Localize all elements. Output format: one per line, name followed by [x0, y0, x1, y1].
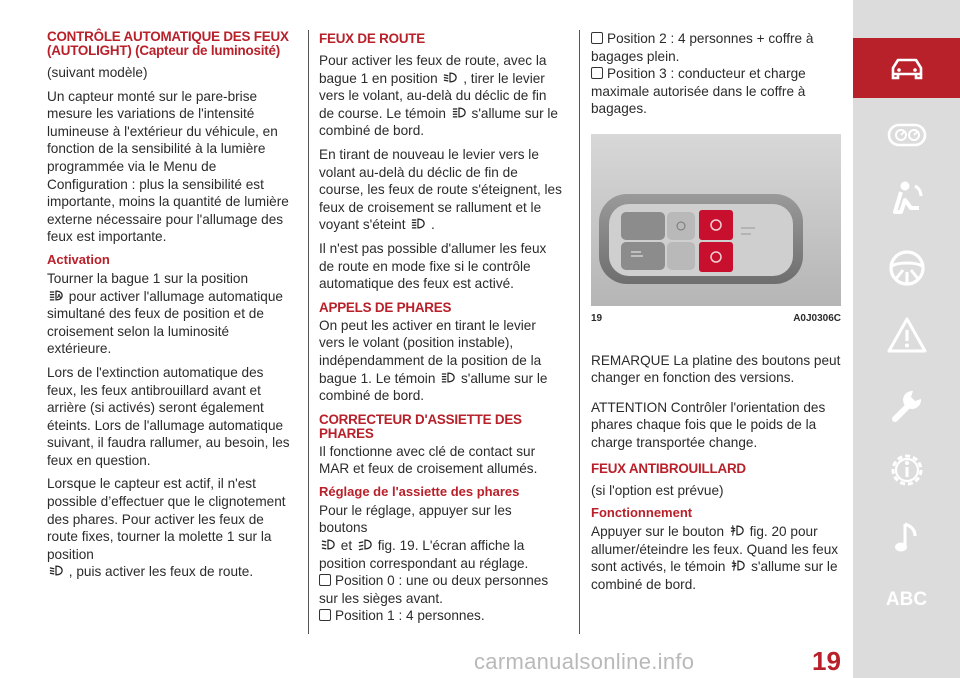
sidebar-item-instruments[interactable]	[853, 105, 960, 165]
note-attention: ATTENTION Contrôler l'orientation des phares chaque fois que le poids de la charge transportée change.	[591, 399, 826, 450]
list-item: Position 2 : 4 personnes + coffre à bagages plein.	[591, 31, 814, 64]
paragraph: (suivant modèle)	[47, 65, 148, 80]
sidebar-item-safety[interactable]	[853, 170, 960, 230]
column-left	[47, 30, 291, 587]
sidebar-item-driving[interactable]	[853, 238, 960, 298]
svg-text:A: A	[57, 293, 62, 300]
column-divider	[308, 30, 309, 634]
watermark: carmanualsonline.info	[474, 649, 695, 674]
low-beam-icon	[443, 71, 457, 84]
paragraph: On peut les activer en tirant le levier vers le volant (position instable), indépendamment de la position de la bague 1. Le témoin s'allume sur le combiné de bord.	[319, 317, 548, 404]
section-title-autolight: CONTRÔLE AUTOMATIQUE DES FEUX (AUTOLIGHT) (Capteur de luminosité)	[47, 29, 289, 58]
list-item: Position 0 : une ou deux personnes sur les sièges avant.	[319, 573, 549, 606]
sidebar-item-index[interactable]	[853, 570, 960, 630]
paragraph: En tirant de nouveau le levier vers le volant au-delà du déclic de fin de course, les feux de route s'éteignent, les feux de croisement se rallument et le voyant s'éteint .	[319, 146, 562, 233]
high-beam-icon	[452, 106, 466, 119]
high-beam-icon	[411, 217, 425, 230]
figure-button-panel-photo	[591, 134, 841, 306]
subheading-fonctionnement: Fonctionnement	[591, 505, 693, 521]
button-panel-illustration	[591, 134, 841, 306]
heading-feux-de-route: FEUX DE ROUTE	[319, 31, 426, 46]
sidebar-item-maintenance[interactable]	[853, 375, 960, 435]
checkbox-bullet-icon	[591, 67, 603, 79]
checkbox-bullet-icon	[319, 574, 331, 586]
column-divider	[579, 30, 580, 634]
paragraph: Lorsque le capteur est actif, il n'est possible d’effectuer que le clignotement des phares. Pour activer les feux de route fixes, tourner la molette 1 sur la position , puis activer les feux de route.	[47, 476, 286, 580]
paragraph: Un capteur monté sur le pare-brise mesure les variations de l'intensité lumineuse à l'extérieur du véhicule, en fonction de la sensibilité à la lumière programmée via le Menu de Configuration : plus la sensibilité est importante, moins la quantité de lumière externe nécessaire pour l'allumage des feux est importante.	[47, 88, 289, 245]
gear-info-icon	[885, 448, 929, 492]
paragraph: Pour le réglage, appuyer sur les boutons et fig. 19. L'écran affiche la position correspondant au réglage.	[319, 502, 529, 571]
car-icon	[885, 46, 929, 90]
paragraph: Il n'est pas possible d'allumer les feux de route en mode fixe si le contrôle automatique des feux est activé.	[319, 240, 547, 292]
page-number: 19	[812, 646, 841, 676]
fog-light-icon	[731, 559, 745, 572]
subheading-reglage: Réglage de l'assiette des phares	[319, 483, 520, 499]
seat-airbag-icon	[885, 178, 929, 222]
wrench-icon	[885, 383, 929, 427]
steering-wheel-icon	[885, 246, 929, 290]
heading-feux-antibrouillard: FEUX ANTIBROUILLARD	[591, 460, 746, 476]
paragraph: (si l'option est prévue)	[591, 482, 724, 498]
dashboard-gauges-icon	[885, 113, 929, 157]
headlight-adjust-down-icon	[358, 538, 372, 551]
auto-headlight-icon	[49, 289, 63, 302]
index-abc-label: ABC	[885, 589, 928, 610]
sidebar-item-vehicle[interactable]	[853, 38, 960, 98]
paragraph: Tourner la bague 1 sur la position A pour activer l'allumage automatique simultané des feux de position et de croisement selon la luminosité extérieure.	[47, 270, 283, 357]
warning-triangle-icon	[885, 314, 929, 358]
headlight-adjust-up-icon	[321, 538, 335, 551]
list-item: Position 1 : 4 personnes.	[319, 607, 563, 625]
column-right	[591, 30, 841, 600]
paragraph: Pour activer les feux de route, avec la bague 1 en position , tirer le levier vers le volant, au-delà du déclic de fin de course. Le témoin s'allume sur le combiné de bord.	[319, 53, 558, 139]
sidebar-item-emergency[interactable]	[853, 306, 960, 366]
figure-number: 19	[591, 312, 603, 324]
list-item: Position 3 : conducteur et charge maximale autorisée dans le coffre à bagages.	[591, 66, 806, 117]
note-remarque: REMARQUE La platine des boutons peut changer en fonction des versions.	[591, 352, 841, 386]
sidebar-item-technical-data[interactable]	[853, 440, 960, 500]
music-note-icon	[885, 516, 929, 560]
paragraph: Appuyer sur le bouton fig. 20 pour allumer/éteindre les feux. Quand les feux sont activés, le témoin s'allume sur le combiné de bord.	[591, 524, 839, 592]
high-beam-icon	[441, 371, 455, 384]
paragraph: Lors de l'extinction automatique des feux, les feux antibrouillard avant et arrière (si activés) seront également éteints. Lors de l'allumage automatique suivant, il faudra rallumer, au besoin, les feux en question.	[47, 364, 290, 468]
figure-code: A0J0306C	[793, 312, 841, 324]
low-beam-icon	[49, 564, 63, 577]
checkbox-bullet-icon	[319, 609, 331, 621]
subheading-activation: Activation	[47, 251, 110, 267]
fog-light-icon	[730, 524, 744, 537]
paragraph: Il fonctionne avec clé de contact sur MAR et feux de croisement allumés.	[319, 443, 538, 477]
heading-appels-de-phares: APPELS DE PHARES	[319, 299, 452, 315]
heading-correcteur-assiette: CORRECTEUR D'ASSIETTE DES PHARES	[319, 411, 522, 441]
figure-caption	[591, 310, 841, 328]
checkbox-bullet-icon	[591, 32, 603, 44]
chapter-sidebar	[853, 0, 960, 678]
column-middle	[319, 30, 563, 625]
sidebar-item-multimedia[interactable]	[853, 508, 960, 568]
